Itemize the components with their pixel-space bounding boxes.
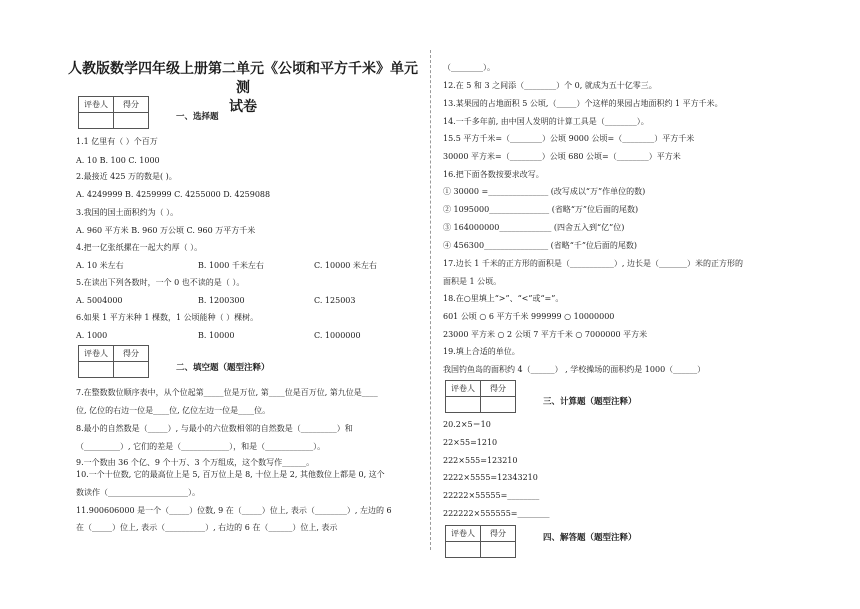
question-line: 7.在整数数位顺序表中，从个位起第_____位是万位, 第____位是百万位, 第九位是____: [76, 388, 378, 397]
question-line: ② 1095000_______________ (省略“万”位后面的尾数): [443, 205, 639, 214]
option-b: B. 10000: [198, 331, 235, 340]
score-cell: [481, 397, 516, 413]
question-line: 17.边长 1 千米的正方形的面积是（___________）, 边长是（_______）米的正方形的: [443, 259, 743, 268]
reviewer-label: 评卷人: [79, 346, 114, 362]
score-box: [78, 96, 149, 129]
title-line: 试卷: [229, 99, 257, 115]
question-line: 14.一千多年前, 由中国人发明的计算工具是（________）。: [443, 117, 649, 126]
calc-line: 2222×5555=12343210: [443, 473, 538, 482]
question-line: （________）。: [443, 63, 495, 72]
score-box: [445, 525, 516, 558]
reviewer-cell: [446, 542, 481, 558]
reviewer-cell: [79, 362, 114, 378]
score-label: 得分: [481, 526, 516, 542]
question-line: 1.1 亿里有（ ）个百万: [76, 137, 158, 146]
score-cell: [481, 542, 516, 558]
option-c: C. 10000 米左右: [314, 261, 377, 270]
question-line: 在（_____）位上, 表示（__________）, 右边的 6 在（______）位上, 表示: [76, 523, 338, 532]
score-cell: [114, 362, 149, 378]
question-line: 23000 平方米 ○ 2 公顷 7 平方千米 ○ 7000000 平方米: [443, 330, 648, 339]
option-b: B. 1200300: [198, 296, 245, 305]
option-a: A. 10 米左右: [76, 261, 124, 270]
reviewer-cell: [446, 397, 481, 413]
option-line: A. 10 B. 100 C. 1000: [76, 156, 160, 165]
reviewer-cell: [79, 113, 114, 129]
reviewer-label: 评卷人: [446, 526, 481, 542]
option-line: A. 960 平方米 B. 960 万公顷 C. 960 万平方千米: [76, 226, 256, 235]
option-c: C. 1000000: [314, 331, 361, 340]
question-line: 6.如果 1 平方米种 1 棵数，1 公顷能种（ ）棵树。: [76, 313, 259, 322]
question-line: 5.在读出下列各数时，一个 0 也不读的是（ ）。: [76, 278, 245, 287]
score-label: 得分: [114, 346, 149, 362]
question-line: （_________）, 它们的差是（____________），和是（____________）。: [76, 442, 326, 451]
question-line: 3.我国的国土面积约为（ ）。: [76, 208, 179, 217]
question-line: 18.在○里填上“>”、“<”或“=”。: [443, 294, 564, 303]
column-divider: [430, 50, 431, 550]
question-line: 2.最接近 425 万的数是( )。: [76, 172, 177, 181]
score-label: 得分: [481, 381, 516, 397]
question-line: 面积是 1 公顷。: [443, 277, 502, 286]
score-label: 得分: [114, 97, 149, 113]
question-line: 数读作（____________________）。: [76, 488, 200, 497]
calc-line: 20.2×5＝10: [443, 420, 491, 429]
question-line: 9.一个数由 36 个亿、9 个十万、3 个万组成，这个数写作______。: [76, 458, 315, 467]
calc-line: 222×555=123210: [443, 456, 518, 465]
question-line: ① 30000 =_______________ (改写成以“万”作单位的数): [443, 187, 646, 196]
reviewer-label: 评卷人: [79, 97, 114, 113]
section-heading: 二、填空题（题型注释）: [176, 363, 270, 373]
question-line: 30000 平方米=（________）公顷 680 公顷=（________）平方米: [443, 152, 681, 161]
title-line: 人教版数学四年级上册第二单元《公顷和平方千米》单元测: [68, 61, 418, 96]
section-heading: 三、计算题（题型注释）: [543, 397, 637, 407]
score-box: [445, 380, 516, 413]
question-line: 13.某果园的占地面积 5 公顷,（_____）个这样的果园占地面积约 1 平方千米。: [443, 99, 723, 108]
question-line: 16.把下面各数按要求改写。: [443, 170, 544, 179]
question-line: 8.最小的自然数是（_____）, 与最小的六位数相邻的自然数是（_________）和: [76, 424, 353, 433]
question-line: 601 公顷 ○ 6 平方千米 999999 ○ 10000000: [443, 312, 615, 321]
question-line: 位, 亿位的右边一位是____位, 亿位左边一位是____位。: [76, 406, 271, 415]
question-line: 10.一个十位数, 它的最高位上是 5, 百万位上是 8, 十位上是 2, 其他数位上都是 0, 这个: [76, 470, 385, 479]
reviewer-label: 评卷人: [446, 381, 481, 397]
question-line: ④ 456300________________ (省略“千”位后面的尾数): [443, 241, 638, 250]
option-a: A. 5004000: [76, 296, 123, 305]
question-line: 11.900606000 是一个（_____）位数, 9 在（_____）位上, 表示（________）, 左边的 6: [76, 506, 392, 515]
question-line: 19.填上合适的单位。: [443, 347, 520, 356]
question-line: ③ 164000000_____________ (四舍五入到“亿”位): [443, 223, 625, 232]
question-line: 我国钓鱼岛的面积约 4（______） , 学校操场的面积约是 1000（______）: [443, 365, 706, 374]
question-line: 4.把一亿张纸摞在一起大约厚（ ）。: [76, 243, 203, 252]
question-line: 15.5 平方千米=（________）公顷 9000 公顷=（________）平方千米: [443, 134, 695, 143]
section-heading: 一、选择题: [176, 112, 219, 122]
score-box: [78, 345, 149, 378]
section-heading: 四、解答题（题型注释）: [543, 533, 637, 543]
option-c: C. 125003: [314, 296, 356, 305]
calc-line: 22222×55555=________: [443, 491, 540, 500]
score-cell: [114, 113, 149, 129]
option-line: A. 4249999 B. 4259999 C. 4255000 D. 4259088: [76, 190, 271, 199]
question-line: 12.在 5 和 3 之间添（________）个 0, 就成为五十亿零三。: [443, 81, 657, 90]
calc-line: 222222×555555=________: [443, 509, 550, 518]
option-b: B. 1000 千米左右: [198, 261, 264, 270]
calc-line: 22×55=1210: [443, 438, 498, 447]
option-a: A. 1000: [76, 331, 108, 340]
